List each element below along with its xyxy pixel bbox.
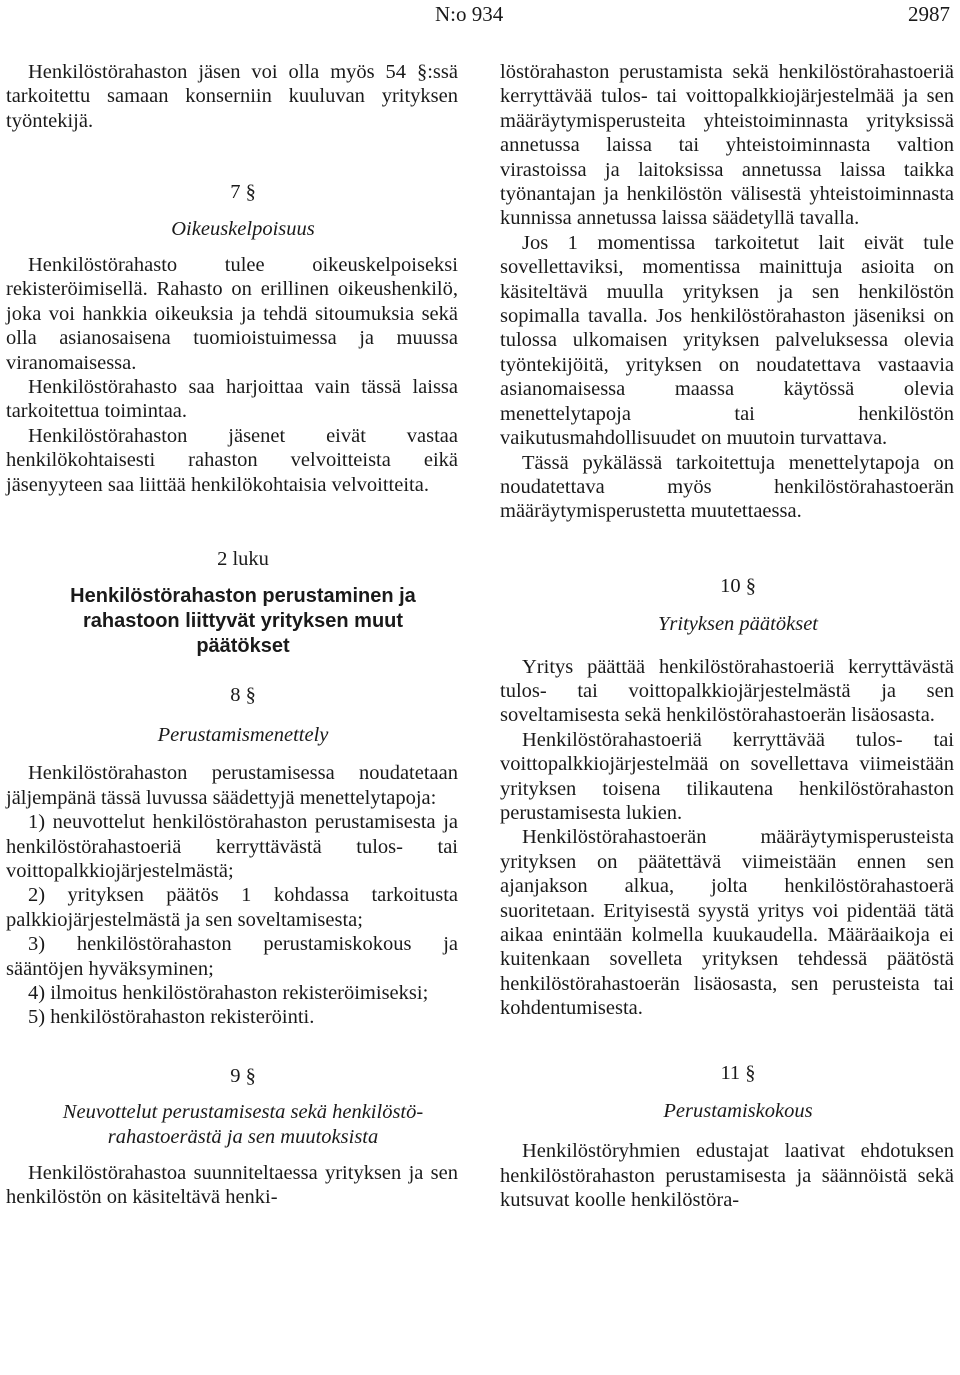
- section-7-number: 7 §: [230, 181, 256, 204]
- chapter-title-line-2: rahastoon liittyvät yrityksen muut: [82, 609, 404, 632]
- section-8-title: Perustamismenettely: [157, 723, 329, 746]
- chapter-title-line-3: päätökset: [196, 634, 290, 657]
- list-item: 2) yrityksen päätös 1 kohdassa tarkoitusta palkkiojärjestelmästä ja sen soveltamisesta;: [6, 884, 458, 931]
- section-11-number: 11 §: [720, 1061, 756, 1084]
- chapter-title-line-1: Henkilöstörahaston perustaminen ja: [70, 584, 416, 607]
- section-11-title: Perustamiskokous: [663, 1100, 813, 1123]
- section-8-number: 8 §: [230, 683, 256, 706]
- paragraph-2: Jos 1 momentissa tarkoitetut lait eivät tule sovellettaviksi, momentissa mainittuja asioita on käsiteltävä muulla yrityksen ja sen henkilöstön sopimalla tavalla. Jos henkilöstörahaston jäseniksi on tulossa ulkomaisen yrityksen palveluksessa olevia työntekijöitä, yrityksen on noudatettava vastaavia asianomaisessa maassa käytössä olevia menettelytapoja tai henkilöstön vaikutusmahdollisuudet on muutoin turvattava.: [500, 231, 954, 450]
- right-column: [500, 60, 954, 1213]
- list-item: 5) henkilöstörahaston rekisteröinti.: [28, 1006, 315, 1029]
- paragraph-continued: löstörahaston perustamista sekä henkilöstörahastoeriä kerryttävää tulos- tai voittopalkkiojärjestelmää ja sen määräytymisperusteita yhteistoiminnasta yrityksissä annetussa laissa tai yhteistoiminnasta valtion virastoissa ja laitoksissa annetussa laissa taikka työnantajan ja henkilöstön välisestä yhteistoiminnasta kunnissa annetussa laissa säädetyllä tavalla.: [500, 61, 954, 230]
- section-10-number: 10 §: [720, 574, 756, 597]
- section-10-paragraph-1: Yritys päättää henkilöstörahastoeriä kerryttävästä tulos- tai voittopalkkiojärjestelmästä ja sen soveltamisesta sekä henkilöstörahastoerän lisäosasta.: [500, 655, 954, 727]
- left-column: [6, 60, 458, 1210]
- section-9-paragraph-1: Henkilöstörahastoa suunniteltaessa yrityksen ja sen henkilöstön on käsiteltävä henki-: [6, 1162, 458, 1209]
- section-9-title-line-1: Neuvottelut perustamisesta sekä henkilöstö-: [62, 1101, 424, 1124]
- paragraph-intro: Henkilöstörahaston jäsen voi olla myös 54 §:ssä tarkoitettu samaan konserniin kuuluvan yrityksen työntekijä.: [6, 61, 458, 132]
- list-item: 3) henkilöstörahaston perustamiskokous ja sääntöjen hyväksyminen;: [6, 933, 458, 980]
- statute-number: N:o 934: [435, 2, 504, 26]
- section-9-title-line-2: rahastoerästä ja sen muutoksista: [107, 1125, 379, 1148]
- page-header: [0, 0, 960, 26]
- section-10-title: Yrityksen päätökset: [658, 613, 818, 636]
- section-11-paragraph-1: Henkilöstöryhmien edustajat laativat ehdotuksen henkilöstörahaston perustamisesta ja säännöistä sekä kutsuvat koolle henkilöstöra-: [500, 1140, 954, 1212]
- list-item: 4) ilmoitus henkilöstörahaston rekisteröimiseksi;: [28, 981, 429, 1004]
- section-10-paragraph-3: Henkilöstörahastoerän määräytymisperusteista yrityksen on päätettävä viimeistään ennen sen ajanjakson alkua, jolta henkilöstörahastoerä suoritetaan. Erityisestä syystä yritys voi pidentää tätä aikaa enintään kolmella kuukaudella. Määräaikoja ei kuitenkaan sovelleta yrityksen tehdessä päätöstä henkilöstörahastoerän lisäosasta, sen perusteista tai kohdentumisesta.: [500, 826, 954, 1020]
- section-7-title: Oikeuskelpoisuus: [171, 217, 315, 240]
- chapter-number: 2 luku: [217, 548, 269, 571]
- section-9-number: 9 §: [230, 1064, 256, 1087]
- section-8-paragraph-1: Henkilöstörahaston perustamisessa noudatetaan jäljempänä tässä luvussa säädettyjä menettelytapoja:: [6, 762, 458, 809]
- paragraph-3: Tässä pykälässä tarkoitettuja menettelytapoja on noudatettava myös henkilöstörahastoerän määräytymisperustetta muutettaessa.: [500, 451, 954, 523]
- section-7-paragraph-1: Henkilöstörahasto tulee oikeuskelpoiseksi rekisteröimisellä. Rahasto on erillinen oikeushenkilö, joka voi hankkia oikeuksia ja tehdä sitoumuksia sekä olla asianosaisena tuomioistuimessa ja muussa viranomaisessa.: [6, 254, 458, 374]
- section-8-list: [6, 810, 458, 1030]
- page-number: 2987: [908, 2, 950, 26]
- section-10-paragraph-2: Henkilöstörahastoeriä kerryttävää tulos- tai voittopalkkiojärjestelmää on sovellettava viimeistään yrityksen toisena tilikautena henkilöstörahaston perustamisesta lukien.: [500, 728, 954, 824]
- section-7-paragraph-2: Henkilöstörahasto saa harjoittaa vain tässä laissa tarkoitettua toimintaa.: [6, 376, 458, 423]
- section-7-paragraph-3: Henkilöstörahaston jäsenet eivät vastaa henkilökohtaisesti rahaston velvoitteista eikä jäsenyyteen saa liittää henkilökohtaisia velvoitteita.: [6, 424, 458, 496]
- list-item: 1) neuvottelut henkilöstörahaston perustamisesta ja henkilöstörahastoeriä kerryttävästä tulos- tai voittopalkkiojärjestelmästä;: [6, 811, 458, 882]
